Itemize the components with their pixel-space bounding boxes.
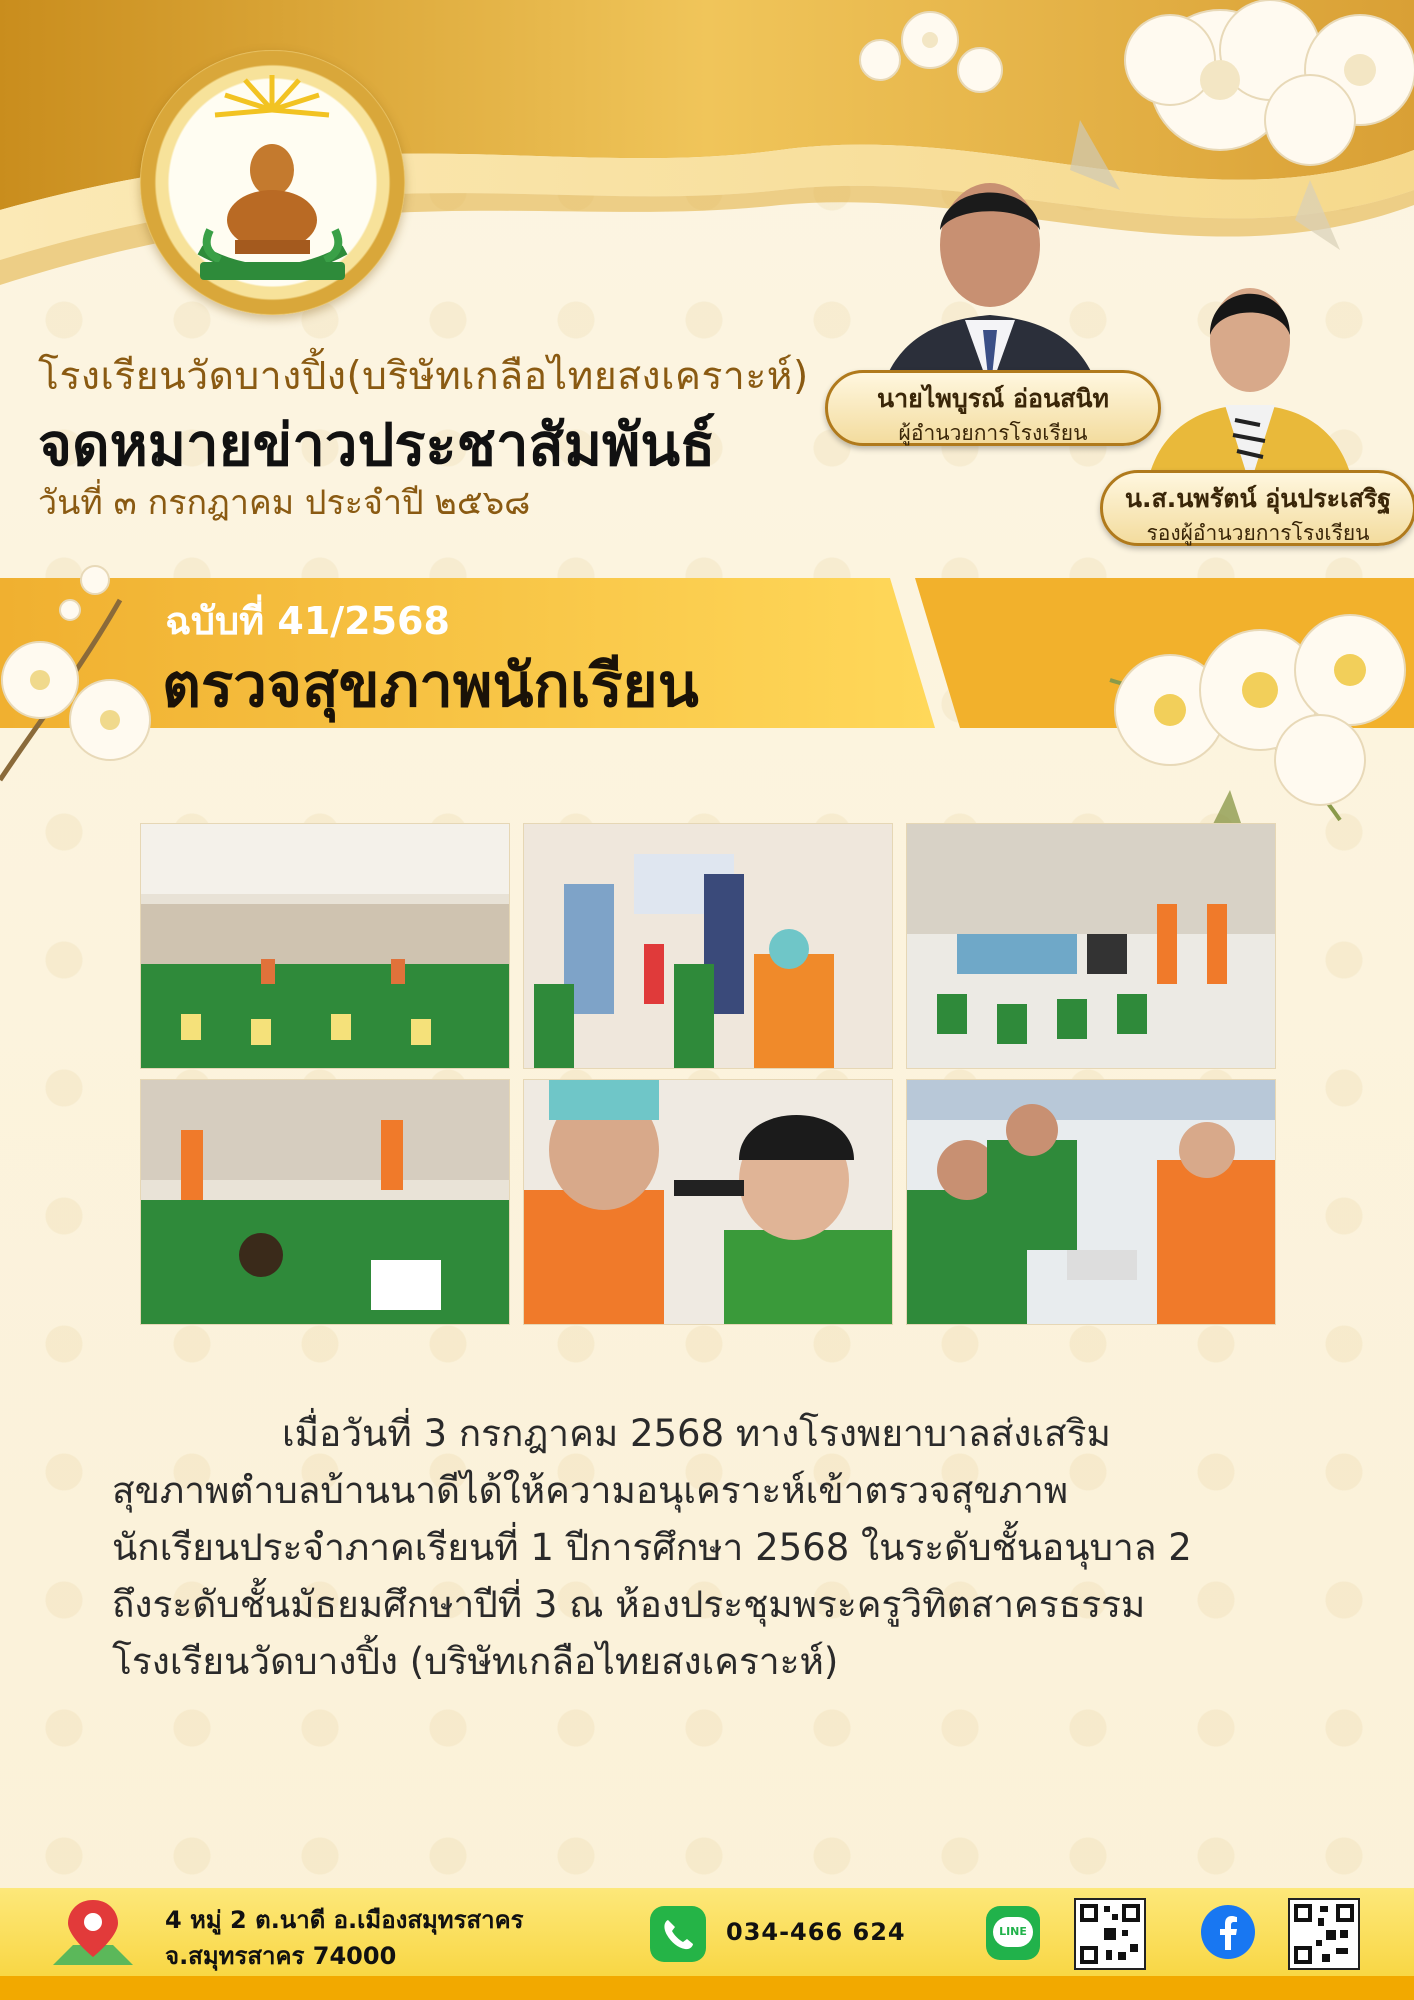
phone-icon: [650, 1906, 706, 1962]
body-line-1: เมื่อวันที่ 3 กรกฎาคม 2568 ทางโรงพยาบาลส่งเสริม: [282, 1412, 1111, 1455]
line-qr-code-icon: [1074, 1898, 1146, 1970]
facebook-qr-code-icon: [1288, 1898, 1360, 1970]
body-text: [112, 1405, 1322, 1690]
decorative-flowers-right: [1090, 560, 1414, 850]
facebook-icon[interactable]: [1200, 1904, 1256, 1960]
director-role: ผู้อำนวยการโรงเรียน: [898, 421, 1088, 445]
body-line-4: ถึงระดับชั้นมัธยมศึกษาปีที่ 3 ณ ห้องประชุมพระครูวิทิตสาครธรรม: [112, 1583, 1146, 1626]
issue-number: ฉบับที่ 41/2568: [165, 599, 450, 643]
banner-title: ตรวจสุขภาพนักเรียน: [162, 651, 699, 721]
photo-grid: [140, 823, 1274, 1325]
deputy-name: น.ส.นพรัตน์ อุ่นประเสริฐ: [1124, 484, 1392, 513]
school-name: โรงเรียนวัดบางปิ้ง(บริษัทเกลือไทยสงเคราะห์): [38, 354, 809, 399]
line-icon-label: LINE: [993, 1917, 1033, 1947]
deputy-role: รองผู้อำนวยการโรงเรียน: [1146, 521, 1370, 545]
body-line-3: นักเรียนประจำภาคเรียนที่ 1 ปีการศึกษา 2568 ในระดับชั้นอนุบาล 2: [112, 1526, 1192, 1569]
photo-students-writing: [140, 1079, 510, 1325]
body-line-2: สุขภาพตำบลบ้านนาดีได้ให้ความอนุเคราะห์เข้าตรวจสุขภาพ: [112, 1469, 1069, 1512]
issue-date: วันที่ ๓ กรกฎาคม ประจำปี ๒๕๖๘: [38, 483, 531, 523]
deputy-director-photo: [1135, 255, 1365, 495]
line-icon[interactable]: [986, 1906, 1040, 1960]
director-nameplate: [825, 370, 1161, 446]
footer-stripe: [0, 1976, 1414, 2000]
phone-number[interactable]: 034-466 624: [726, 1918, 906, 1946]
photo-students-waiting: [906, 823, 1276, 1069]
photo-blood-pressure: [906, 1079, 1276, 1325]
address-line-1: 4 หมู่ 2 ต.นาดี อ.เมืองสมุทรสาคร: [165, 1906, 524, 1934]
address-line-2: จ.สมุทรสาคร 74000: [165, 1942, 397, 1970]
deputy-nameplate: [1100, 470, 1414, 546]
decorative-flowers-left: [0, 540, 160, 790]
director-name: นายไพบูรณ์ อ่อนสนิท: [877, 384, 1109, 413]
school-logo: [140, 50, 405, 315]
photo-dental-check-2: [523, 1079, 893, 1325]
photo-dental-check-1: [523, 823, 893, 1069]
photo-students-hall: [140, 823, 510, 1069]
body-line-5: โรงเรียนวัดบางปิ้ง (บริษัทเกลือไทยสงเคราะห์): [112, 1640, 839, 1683]
location-pin-icon: [48, 1895, 138, 1975]
newsletter-title: จดหมายข่าวประชาสัมพันธ์: [38, 411, 716, 479]
